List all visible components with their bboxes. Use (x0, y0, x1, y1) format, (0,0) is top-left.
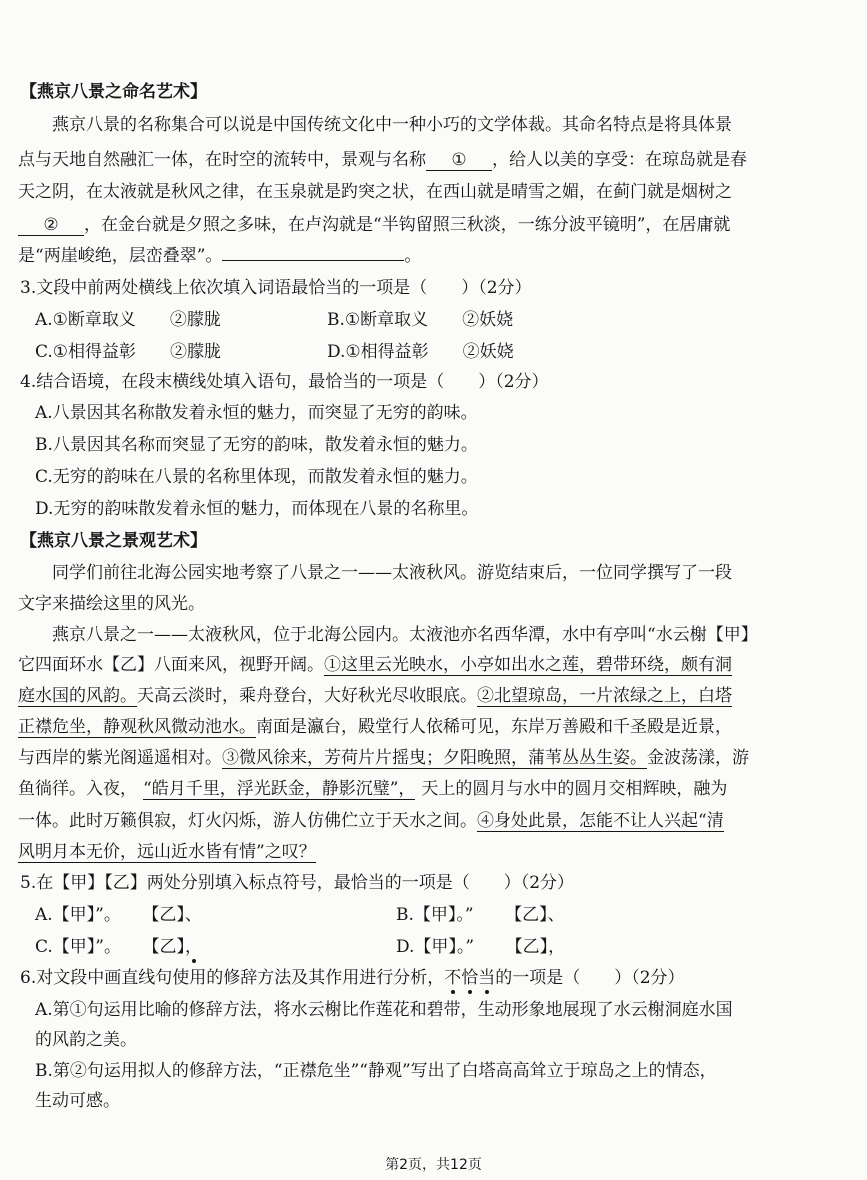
question-stem: 3.文段中前两处横线上依次填入词语最恰当的一项是（ ）（2分） (20, 278, 532, 298)
passage2-line (18, 715, 732, 739)
text: 【乙】， (514, 937, 566, 957)
text: 它四面环水【乙】八面来风，视野开阔。 (18, 655, 324, 675)
passage1-line (18, 244, 421, 268)
underlined-sentence-1: 庭水国的风韵。 (18, 686, 137, 706)
text: B.【甲】。” (396, 905, 474, 925)
text: 鱼徜徉。入夜， (18, 779, 137, 799)
option-a (35, 903, 202, 927)
underlined-sentence-2: 正襟危坐，静观秋风微动池水。 (18, 717, 256, 737)
emphasized-char: 不 (444, 968, 462, 988)
question-stem (20, 966, 685, 990)
passage2-line: 燕京八景之一——太液秋风，位于北海公园内。太液池亦名西华潭，水中有亭叫“水云榭【甲】 (52, 625, 758, 645)
text: 【乙】、 (150, 905, 202, 925)
text: A.【甲】”。 (35, 905, 121, 925)
text: C.【甲】”。 (35, 937, 121, 957)
text: 金波荡漾，游 (647, 748, 749, 768)
text: ，在金台就是夕照之多味，在卢沟就是“半钩留照三秋淡，一练分波平镜明”，在居庸就 (84, 215, 731, 235)
option-d: D.①相得益彰 ②妖娆 (327, 342, 514, 362)
emphasized-comma: ， (185, 937, 202, 957)
passage1-line (18, 148, 747, 172)
text: 是“两崖峻绝，层峦叠翠”。 (18, 246, 223, 266)
option-b-cont: 生动可感。 (35, 1091, 120, 1111)
text: 一体。此时万籁俱寂，灯火闪烁，游人仿佛伫立于天水之间。 (18, 811, 477, 831)
option-a: A.第①句运用比喻的修辞方法，将水云榭比作莲花和碧带，生动形象地展现了水云榭洞庭水国 (35, 1000, 733, 1020)
page-number: 第2页，共12页 (385, 1157, 482, 1173)
blank-3 (222, 260, 404, 261)
text: D.【甲】。” (396, 937, 475, 957)
text: 6.对文段中画直线句使用的修辞方法及其作用进行分析， (20, 968, 445, 988)
option-d: D.无穷的韵味散发着永恒的魅力，而体现在八景的名称里。 (35, 499, 479, 519)
scenery-heading: 【燕京八景之景观艺术】 (20, 531, 207, 551)
blank-1: ① (426, 150, 492, 171)
passage2-line (18, 840, 316, 864)
option-a: A.①断章取义 ②朦胧 (35, 310, 221, 330)
passage1-line: 天之阴，在太液就是秋风之律，在玉泉就是趵突之状，在西山就是晴雪之媚，在蓟门就是烟树之 (18, 182, 732, 202)
option-b: B.①断章取义 ②妖娆 (327, 310, 514, 330)
question-stem: 5.在【甲】【乙】两处分别填入标点符号，最恰当的一项是（ ）（2分） (20, 873, 575, 893)
passage2-line: 同学们前往北海公园实地考察了八景之一——太液秋风。游览结束后，一位同学撰写了一段 (52, 563, 732, 583)
option-b: B.第②句运用拟人的修辞方法，“正襟危坐”“静观”写出了白塔高高耸立于琼岛之上的情态， (35, 1061, 717, 1081)
option-c: C.①相得益彰 ②朦胧 (35, 342, 222, 362)
passage2-line (18, 777, 727, 801)
passage2-line (18, 653, 732, 677)
text: 。 (404, 246, 422, 266)
passage2-line: 文字来描绘这里的风光。 (18, 594, 205, 614)
passage2-line (18, 746, 749, 770)
text: 的一项是（ ）（2分） (495, 968, 685, 988)
question-stem: 4.结合语境，在段末横线处填入语句，最恰当的一项是（ ）（2分） (20, 372, 549, 392)
text: ，给人以美的享受：在琼岛就是春 (492, 150, 747, 170)
text: 天上的圆月与水中的圆月交相辉映，融为 (421, 779, 728, 799)
underlined-quote: “皓月千里，浮光跃金，静影沉璧”， (143, 779, 416, 799)
underlined-sentence-4: 风明月本无价，远山近水皆有情”之叹？ (18, 842, 316, 862)
naming-heading: 【燕京八景之命名艺术】 (20, 82, 207, 102)
option-a: A.八景因其名称散发着永恒的魅力，而突显了无穷的韵味。 (35, 403, 478, 423)
emphasized-char: 当 (478, 968, 496, 988)
option-c (35, 935, 202, 959)
option-a-cont: 的风韵之美。 (35, 1030, 137, 1050)
option-b (396, 903, 565, 927)
passage2-line (18, 809, 724, 833)
text: 南面是瀛台，殿堂行人依稀可见，东岸万善殿和千圣殿是近景， (256, 717, 732, 737)
blank-2: ② (18, 215, 84, 236)
text: 与西岸的紫光阁遥遥相对。 (18, 748, 222, 768)
option-b: B.八景因其名称而突显了无穷的韵味，散发着永恒的魅力。 (35, 435, 478, 455)
text: 点与天地自然融汇一体，在时空的流转中，景观与名称 (18, 150, 426, 170)
underlined-sentence-2: ②北望琼岛，一片浓绿之上，白塔 (477, 686, 732, 706)
underlined-sentence-1: ①这里云光映水，小亭如出水之莲，碧带环绕，颇有洞 (324, 655, 732, 675)
text: 天高云淡时，乘舟登台，大好秋光尽收眼底。 (137, 686, 477, 706)
text: 【乙】 (151, 937, 185, 957)
text: 【乙】、 (513, 905, 565, 925)
passage1-line: 燕京八景的名称集合可以说是中国传统文化中一种小巧的文学体裁。其命名特点是将具体景 (52, 115, 732, 135)
underlined-sentence-3: ③微风徐来，芳荷片片摇曳；夕阳晚照，蒲苇丛丛生姿。 (222, 748, 647, 768)
option-c: C.无穷的韵味在八景的名称里体现，而散发着永恒的魅力。 (35, 467, 478, 487)
passage1-line (18, 213, 730, 237)
passage2-line (18, 684, 732, 708)
emphasized-char: 恰 (461, 968, 479, 988)
underlined-sentence-4: ④身处此景，怎能不让人兴起“清 (477, 811, 724, 831)
option-d (396, 935, 565, 959)
